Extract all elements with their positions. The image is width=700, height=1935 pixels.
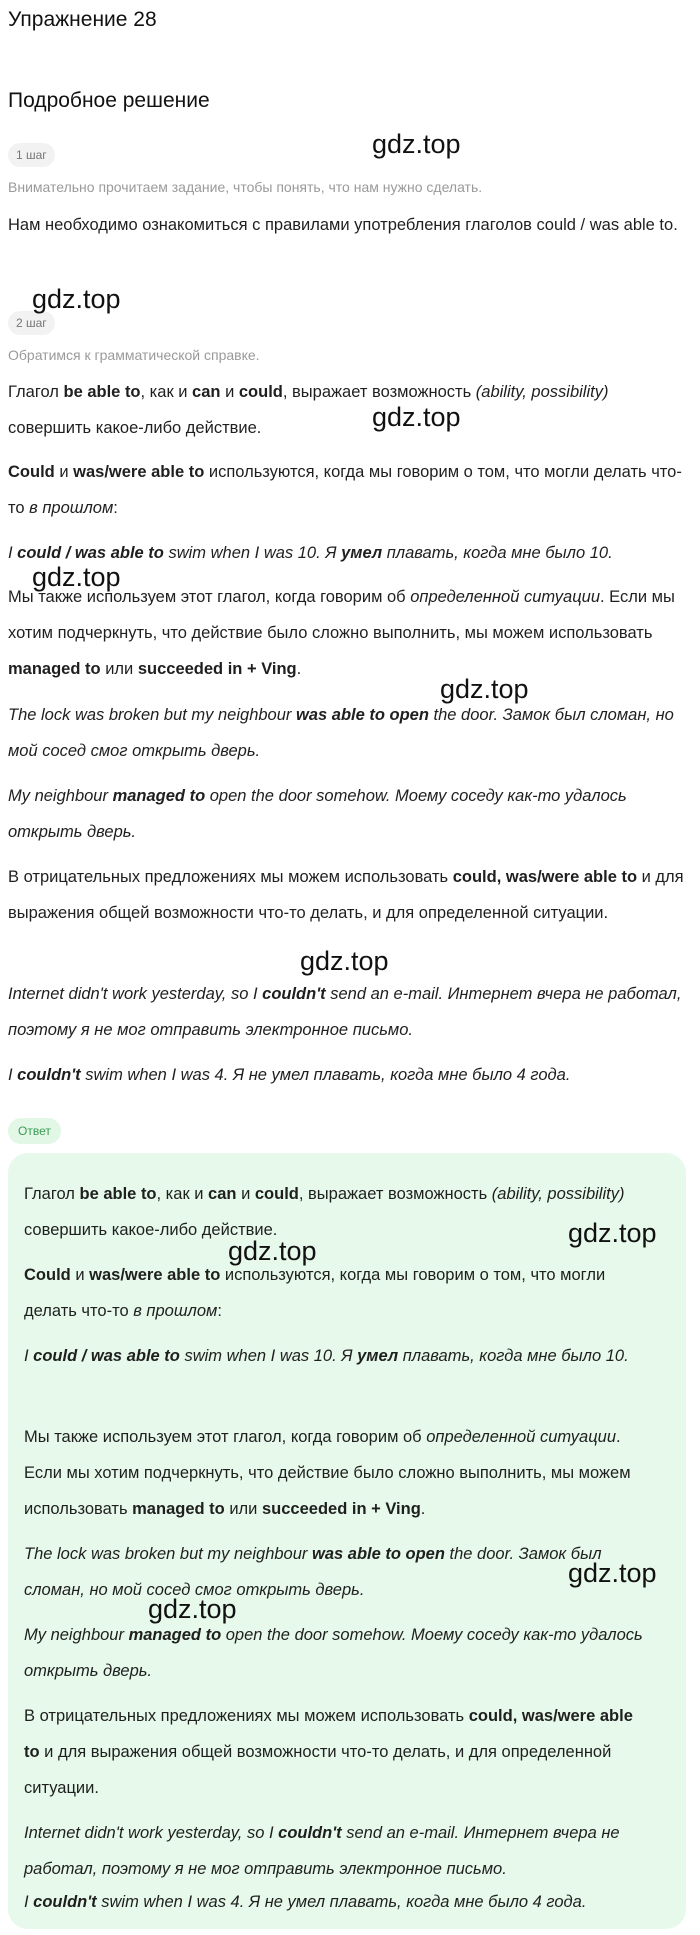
watermark: gdz.top: [372, 402, 461, 432]
page-title: Упражнение 28: [8, 8, 157, 31]
step-1-badge: 1 шаг: [8, 143, 55, 167]
step-2-badge: 2 шаг: [8, 311, 55, 335]
watermark: gdz.top: [568, 1558, 657, 1588]
watermark: gdz.top: [440, 674, 529, 704]
answer-paragraph-4: В отрицательных предложениях мы можем использовать could, was/were able to и для выражения общей возможности что-то делать, и для определенной ситуации.: [24, 1707, 633, 1797]
step-1-hint: Внимательно прочитаем задание, чтобы понять, что нам нужно сделать.: [8, 179, 483, 195]
answer-paragraph-1: Глагол be able to, как и can и could, выражает возможность (ability, possibility) совершить какое-либо действие.: [24, 1185, 625, 1239]
solution-example-2: The lock was broken but my neighbour was able to open the door. Замок был сломан, но мой сосед смог открыть дверь.: [8, 706, 674, 760]
watermark: gdz.top: [300, 946, 389, 976]
solution-paragraph-4: В отрицательных предложениях мы можем использовать could, was/were able to и для выражения общей возможности что-то делать, и для определенной ситуации.: [8, 868, 684, 922]
step-1-text: Нам необходимо ознакомиться с правилами употребления глаголов could / was able to.: [8, 216, 678, 234]
answer-paragraph-2: Could и was/were able to используются, когда мы говорим о том, что могли делать что-то в прошлом:: [24, 1266, 606, 1320]
solution-paragraph-3: Мы также используем этот глагол, когда говорим об определенной ситуации. Если мы хотим подчеркнуть, что действие было сложно выполнить, мы можем использовать managed to или succeeded in + Ving.: [8, 588, 675, 678]
watermark: gdz.top: [568, 1218, 657, 1248]
answer-badge: Ответ: [8, 1118, 61, 1144]
answer-example-4: Internet didn't work yesterday, so I couldn't send an e-mail. Интернет вчера не работал, поэтому я не мог отправить электронное письмо.: [24, 1824, 620, 1878]
answer-paragraph-3: Мы также используем этот глагол, когда говорим об определенной ситуации. Если мы хотим подчеркнуть, что действие было сложно выполнить, мы можем использовать managed to или succeeded in + Ving.: [24, 1428, 631, 1518]
step-2-hint: Обратимся к грамматической справке.: [8, 347, 260, 363]
solution-paragraph-1: Глагол be able to, как и can и could, выражает возможность (ability, possibility) совершить какое-либо действие.: [8, 383, 609, 437]
solution-paragraph-2: Could и was/were able to используются, когда мы говорим о том, что могли делать что-то в прошлом:: [8, 463, 682, 517]
answer-example-3: My neighbour managed to open the door somehow. Моему соседу как-то удалось открыть дверь.: [24, 1626, 643, 1680]
watermark: gdz.top: [32, 284, 121, 314]
watermark: gdz.top: [372, 129, 461, 159]
section-title: Подробное решение: [8, 89, 210, 112]
answer-example-2: The lock was broken but my neighbour was able to open the door. Замок был сломан, но мой сосед смог открыть дверь.: [24, 1545, 602, 1599]
watermark: gdz.top: [32, 562, 121, 592]
answer-example-5: I couldn't swim when I was 4. Я не умел плавать, когда мне было 4 года.: [24, 1893, 587, 1911]
solution-example-4: Internet didn't work yesterday, so I couldn't send an e-mail. Интернет вчера не работал, поэтому я не мог отправить электронное письмо.: [8, 985, 682, 1039]
solution-example-1: I could / was able to swim when I was 10. Я умел плавать, когда мне было 10.: [8, 544, 613, 562]
answer-example-1: I could / was able to swim when I was 10. Я умел плавать, когда мне было 10.: [24, 1347, 629, 1365]
watermark: gdz.top: [228, 1236, 317, 1266]
solution-example-3: My neighbour managed to open the door somehow. Моему соседу как-то удалось открыть дверь.: [8, 787, 627, 841]
watermark: gdz.top: [148, 1594, 237, 1624]
solution-example-5: I couldn't swim when I was 4. Я не умел плавать, когда мне было 4 года.: [8, 1066, 571, 1084]
